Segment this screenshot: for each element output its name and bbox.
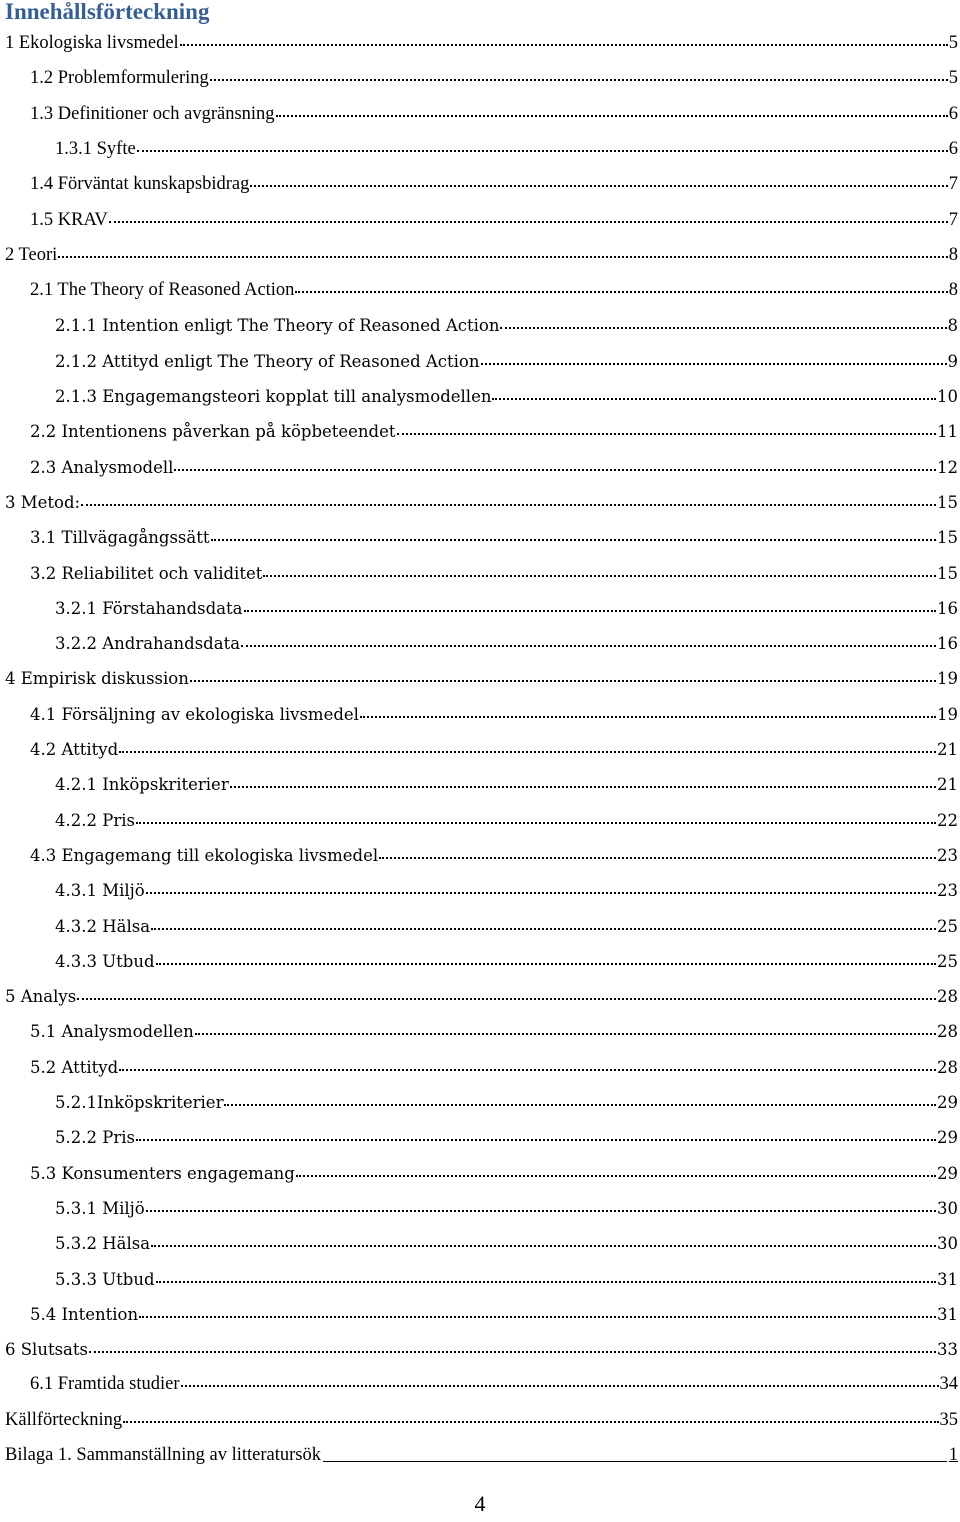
toc-entry[interactable] [55, 803, 958, 838]
dot-leader [146, 1208, 936, 1212]
dot-leader [276, 113, 948, 117]
dot-leader [89, 1349, 936, 1353]
toc-entry-label: 4.2.1 Inköpskriterier [55, 775, 229, 795]
toc-entry-label: 6.1 Framtida studier [30, 1374, 180, 1395]
toc-entry[interactable] [55, 626, 958, 661]
dot-leader [244, 608, 936, 612]
toc-entry-page-number: 7 [948, 209, 958, 230]
toc-entry-label: 2.1.1 Intention enligt The Theory of Reasoned Action [55, 316, 500, 336]
toc-entry-label: 4.3 Engagemang till ekologiska livsmedel [30, 845, 379, 865]
toc-entry[interactable] [30, 203, 958, 238]
dot-leader [137, 148, 948, 152]
toc-entry-label: 1.2 Problemformulering [30, 68, 209, 89]
toc-entry-page-number: 6 [948, 138, 958, 159]
toc-entry[interactable] [5, 1438, 958, 1473]
toc-entry[interactable] [55, 1085, 958, 1120]
toc-entry-label: 4 Empirisk diskussion [5, 669, 189, 689]
toc-entry[interactable] [55, 767, 958, 802]
toc-entry-page-number: 23 [937, 845, 958, 865]
toc-entry-label: 5.3 Konsumenters engagemang [30, 1163, 295, 1183]
dot-leader [500, 325, 946, 329]
toc-entry-label: 1.3.1 Syfte [55, 138, 136, 159]
toc-entry[interactable] [55, 1262, 958, 1297]
toc-entry-label: 5 Analys [5, 987, 77, 1007]
toc-entry-label: Källförteckning [5, 1409, 123, 1430]
toc-entry-label: 2.1.3 Engagemangsteori kopplat till analysmodellen [55, 387, 492, 406]
toc-entry-label: 2.1 The Theory of Reasoned Action [30, 280, 295, 301]
toc-entry-label: 5.4 Intention [30, 1304, 139, 1324]
toc-entry-page-number: 16 [937, 598, 958, 618]
toc-entry-page-number: 31 [937, 1269, 958, 1289]
toc-entry-page-number: 8 [948, 280, 958, 301]
dot-leader [360, 714, 936, 718]
dot-leader [481, 361, 947, 365]
toc-entry[interactable] [55, 909, 958, 944]
dot-leader [295, 289, 947, 293]
toc-entry[interactable] [30, 273, 958, 308]
toc-entry-page-number: 5 [948, 68, 958, 89]
dot-leader [241, 643, 936, 647]
toc-entry[interactable] [55, 308, 958, 343]
toc-entry-label: 1.5 KRAV [30, 209, 108, 230]
dot-leader [397, 431, 936, 435]
dot-leader [180, 42, 948, 46]
toc-entry-page-number: 5 [948, 33, 958, 53]
toc-entry-page-number: 28 [937, 1057, 958, 1077]
dot-leader [156, 961, 936, 965]
toc-entry-page-number: 29 [937, 1093, 958, 1112]
toc-entry-page-number: 29 [937, 1163, 958, 1183]
dot-leader [151, 1243, 936, 1247]
toc-entry-label: 5.1 Analysmodellen [30, 1022, 194, 1042]
toc-entry-page-number: 1 [948, 1445, 958, 1465]
toc-entry[interactable] [30, 732, 958, 767]
dot-leader [323, 1459, 947, 1462]
toc-entry-label: 3.1 Tillvägagångssätt [30, 528, 210, 548]
toc-entry[interactable] [55, 873, 958, 908]
toc-entry[interactable] [55, 591, 958, 626]
dot-leader [119, 1067, 936, 1071]
dot-leader [492, 396, 936, 400]
toc-entry[interactable] [30, 556, 958, 591]
dot-leader [174, 467, 936, 471]
dot-leader [136, 1137, 936, 1141]
toc-entry[interactable] [55, 379, 958, 414]
toc-entry[interactable] [5, 238, 958, 273]
dot-leader [379, 855, 936, 859]
toc-entry-page-number: 21 [937, 740, 958, 759]
toc-entry-label: 6 Slutsats [5, 1340, 88, 1360]
toc-entry[interactable] [30, 838, 958, 873]
toc-entry-label: 4.1 Försäljning av ekologiska livsmedel [30, 704, 359, 724]
toc-entry-page-number: 28 [937, 1022, 958, 1042]
dot-leader [151, 926, 936, 930]
toc-entry-label: 5.2.1Inköpskriterier [55, 1093, 224, 1112]
toc-entry-label: 3.2.1 Förstahandsdata [55, 598, 243, 618]
toc-entry-page-number: 25 [937, 951, 958, 971]
toc-entry[interactable] [30, 1367, 958, 1402]
toc-entry-label: 3.2 Reliabilitet och validitet [30, 563, 263, 583]
toc-entry-page-number: 19 [937, 669, 958, 689]
dot-leader [195, 1031, 936, 1035]
toc-entry-label: 5.3.2 Hälsa [55, 1234, 151, 1254]
toc-entry[interactable] [55, 1120, 958, 1155]
toc-entry-label: 5.2.2 Pris [55, 1128, 135, 1148]
toc-entry[interactable] [30, 167, 958, 202]
toc-entry-label: Bilaga 1. Sammanställning av litteratursök [5, 1445, 321, 1465]
toc-entry-label: 4.3.2 Hälsa [55, 916, 151, 936]
dot-leader [211, 537, 936, 541]
dot-leader [58, 254, 947, 258]
toc-entry-page-number: 10 [937, 387, 958, 406]
toc-entry-page-number: 9 [947, 351, 958, 371]
toc-entry-page-number: 25 [937, 916, 958, 936]
toc-entry-page-number: 30 [937, 1198, 958, 1218]
toc-entry[interactable] [5, 1332, 958, 1367]
toc-entry-page-number: 8 [948, 244, 958, 265]
toc-entry-page-number: 33 [937, 1340, 958, 1360]
dot-leader [263, 573, 936, 577]
dot-leader [119, 749, 936, 753]
toc-entry-label: 4.2 Attityd [30, 740, 119, 759]
dot-leader [81, 502, 936, 506]
toc-entry-page-number: 19 [937, 704, 958, 724]
toc-entry-label: 4.2.2 Pris [55, 810, 135, 830]
toc-entry-label: 2.2 Intentionens påverkan på köpbeteendet [30, 422, 396, 442]
dot-leader [181, 1383, 939, 1387]
toc-entry-page-number: 7 [948, 174, 958, 195]
toc-entry[interactable] [55, 344, 958, 379]
toc-entry[interactable] [5, 26, 958, 61]
toc-entry-page-number: 6 [948, 103, 958, 124]
toc-entry-label: 4.3.3 Utbud [55, 951, 155, 971]
toc-entry-label: 5.3.1 Miljö [55, 1198, 145, 1218]
toc-entry-page-number: 29 [937, 1128, 958, 1148]
dot-leader [296, 1173, 936, 1177]
toc-entry[interactable] [55, 1226, 958, 1261]
toc-entry-page-number: 23 [937, 881, 958, 901]
dot-leader [146, 890, 936, 894]
toc-entry-label: 2 Teori [5, 244, 58, 265]
toc-entry-page-number: 28 [937, 987, 958, 1007]
dot-leader [123, 1419, 938, 1423]
toc-entry[interactable] [5, 979, 958, 1014]
dot-leader [156, 1279, 936, 1283]
toc-entry[interactable] [30, 414, 958, 449]
dot-leader [139, 1314, 936, 1318]
toc-entry[interactable] [30, 520, 958, 555]
toc-entry[interactable] [5, 485, 958, 520]
toc-entry[interactable] [30, 450, 958, 485]
toc-entry-page-number: 15 [937, 563, 958, 583]
toc-entry-page-number: 8 [947, 316, 958, 336]
toc-entry-page-number: 21 [937, 775, 958, 795]
toc-entry-page-number: 15 [937, 528, 958, 548]
toc-entry-page-number: 16 [937, 634, 958, 654]
toc-entry-label: 1.4 Förväntat kunskapsbidrag [30, 174, 250, 195]
toc-entry[interactable] [55, 944, 958, 979]
dot-leader [250, 183, 947, 187]
toc-entry[interactable] [30, 61, 958, 96]
dot-leader [77, 996, 936, 1000]
toc-entry-page-number: 12 [937, 457, 958, 477]
dot-leader [224, 1102, 936, 1106]
toc-entry-label: 2.3 Analysmodell [30, 457, 174, 477]
toc-entry-label: 2.1.2 Attityd enligt The Theory of Reasoned Action [55, 351, 480, 371]
dot-leader [230, 784, 936, 788]
toc-entry-page-number: 30 [937, 1234, 958, 1254]
toc-entry-label: 3.2.2 Andrahandsdata [55, 634, 241, 654]
dot-leader [190, 678, 936, 682]
toc-entry[interactable] [55, 1191, 958, 1226]
dot-leader [109, 219, 948, 223]
toc-entry-page-number: 15 [937, 492, 958, 512]
toc-entry-label: 1 Ekologiska livsmedel [5, 33, 179, 53]
toc-entry[interactable] [30, 97, 958, 132]
toc-entry[interactable] [30, 697, 958, 732]
toc-entry[interactable] [5, 1403, 958, 1438]
toc-entry[interactable] [55, 132, 958, 167]
toc-entry-label: 5.2 Attityd [30, 1057, 119, 1077]
toc-entry-label: 3 Metod: [5, 492, 81, 512]
toc-entry-page-number: 35 [939, 1409, 958, 1430]
page-number: 4 [474, 1491, 486, 1516]
toc-entry[interactable] [30, 1014, 958, 1049]
toc-entry[interactable] [30, 1050, 958, 1085]
toc-entry-page-number: 22 [937, 810, 958, 830]
toc-entry-page-number: 34 [939, 1374, 958, 1395]
toc-entry-page-number: 11 [937, 422, 958, 442]
dot-leader [210, 77, 948, 81]
toc-entry[interactable] [30, 1156, 958, 1191]
toc-entry[interactable] [30, 1297, 958, 1332]
toc-heading: Innehållsförteckning [5, 0, 210, 24]
toc-entry-label: 1.3 Definitioner och avgränsning [30, 103, 275, 124]
dot-leader [136, 820, 936, 824]
toc-entry-page-number: 31 [937, 1304, 958, 1324]
toc-entry-label: 4.3.1 Miljö [55, 881, 145, 901]
toc-entry-label: 5.3.3 Utbud [55, 1269, 155, 1289]
toc-entry[interactable] [5, 661, 958, 696]
